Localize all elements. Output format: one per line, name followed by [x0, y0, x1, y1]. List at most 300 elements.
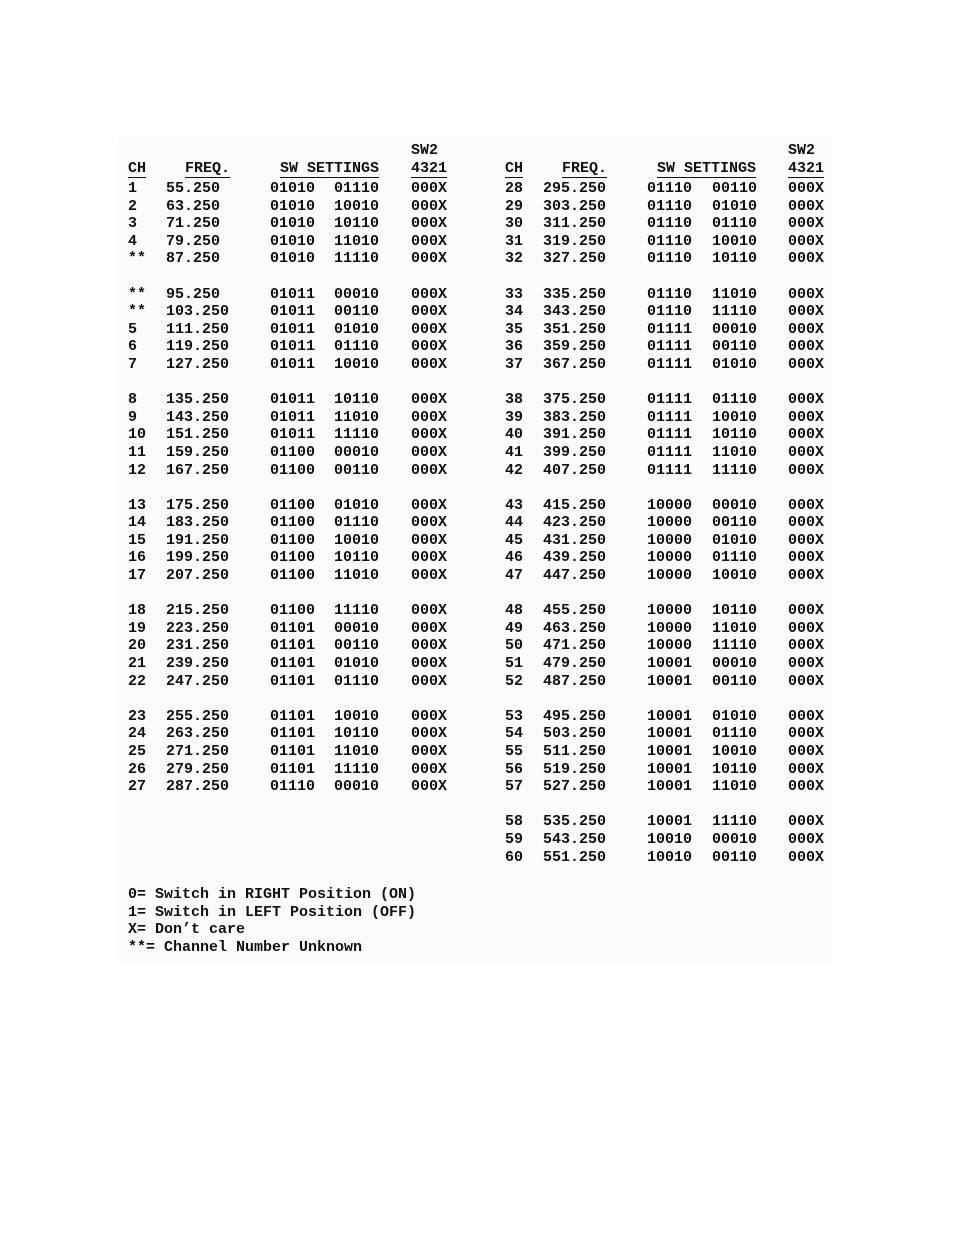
channel-number: 52 — [505, 672, 524, 690]
channel-number: 5 — [128, 320, 138, 338]
frequency: 319.250 — [543, 232, 607, 250]
sw-setting-b: 00010 — [712, 830, 758, 848]
channel-number: 53 — [505, 707, 524, 725]
sw-setting-b: 11010 — [334, 743, 380, 760]
frequency: 391.250 — [543, 426, 607, 444]
channel-number: 13 — [128, 496, 147, 514]
frequency: 207.250 — [166, 567, 230, 585]
channel-number: 37 — [505, 355, 524, 373]
sw-setting-a: 01011 — [270, 303, 316, 321]
frequency: 327.250 — [543, 250, 607, 268]
sw-setting-a: 10001 — [647, 672, 693, 690]
sw-settings-header: SW SETTINGS — [280, 160, 380, 177]
channel-number: 28 — [505, 180, 524, 197]
sw-setting-b: 00010 — [712, 496, 758, 514]
channel-number: 41 — [505, 443, 524, 461]
freq-header: FREQ. — [185, 160, 231, 177]
sw-setting-b: 01110 — [712, 725, 758, 743]
sw-setting-b: 01010 — [334, 496, 380, 514]
frequency: 295.250 — [543, 180, 607, 197]
sw2-setting: 000X — [411, 619, 448, 637]
sw2-setting: 000X — [411, 320, 448, 338]
channel-number: 45 — [505, 531, 524, 549]
channel-number: 1 — [128, 180, 138, 197]
sw-setting-b: 01110 — [712, 215, 758, 233]
sw-setting-a: 01010 — [270, 232, 316, 250]
channel-number: 34 — [505, 303, 524, 321]
sw-setting-b: 10010 — [712, 232, 758, 250]
sw2-setting: 000X — [411, 760, 448, 778]
sw-setting-b: 10110 — [712, 760, 758, 778]
sw-setting-b: 11110 — [712, 637, 758, 655]
frequency: 127.250 — [166, 355, 230, 373]
sw-setting-a: 10001 — [647, 760, 693, 778]
frequency: 375.250 — [543, 391, 607, 409]
channel-number: 10 — [128, 426, 147, 444]
sw-setting-b: 10110 — [712, 602, 758, 620]
sw-setting-b: 11010 — [712, 285, 758, 303]
sw-setting-b: 10010 — [334, 355, 380, 373]
sw-setting-b: 00010 — [334, 778, 380, 796]
channel-number: 49 — [505, 619, 524, 637]
frequency: 223.250 — [166, 619, 230, 637]
sw-setting-b: 00010 — [712, 320, 758, 338]
sw2-setting: 000X — [411, 232, 448, 250]
channel-number: 8 — [128, 391, 138, 409]
frequency: 159.250 — [166, 443, 230, 461]
sw2-setting: 000X — [411, 496, 448, 514]
sw2-setting: 000X — [411, 743, 448, 760]
frequency: 247.250 — [166, 672, 230, 690]
sw-setting-b: 10110 — [334, 549, 380, 567]
channel-number: 20 — [128, 637, 147, 655]
sw-setting-b: 00110 — [712, 848, 758, 866]
sw-setting-a: 01101 — [270, 672, 316, 690]
sw2-setting: 000X — [788, 655, 825, 673]
frequency: 479.250 — [543, 655, 607, 673]
channel-number: 27 — [128, 778, 147, 796]
channel-number: 33 — [505, 285, 524, 303]
sw-setting-b: 01010 — [334, 320, 380, 338]
sw-setting-a: 01011 — [270, 355, 316, 373]
sw-setting-b: 01110 — [712, 549, 758, 567]
sw-setting-b: 01110 — [712, 391, 758, 409]
sw-setting-b: 01010 — [712, 197, 758, 215]
frequency: 431.250 — [543, 531, 607, 549]
sw-setting-b: 11110 — [334, 250, 380, 268]
sw2-setting: 000X — [411, 531, 448, 549]
sw-setting-b: 10110 — [334, 215, 380, 233]
channel-number: 24 — [128, 725, 147, 743]
sw-setting-b: 10010 — [712, 408, 758, 426]
frequency: 199.250 — [166, 549, 230, 567]
sw-setting-b: 10010 — [334, 707, 380, 725]
frequency: 55.250 — [166, 180, 221, 197]
channel-number: 56 — [505, 760, 524, 778]
sw2-setting: 000X — [788, 602, 825, 620]
channel-number: 25 — [128, 743, 147, 760]
sw2-setting: 000X — [411, 514, 448, 532]
sw-setting-b: 01110 — [334, 514, 380, 532]
sw-setting-b: 10110 — [334, 725, 380, 743]
channel-number: 44 — [505, 514, 524, 532]
sw-setting-a: 01111 — [647, 338, 693, 356]
sw2-setting: 000X — [788, 285, 825, 303]
sw2-setting: 000X — [788, 637, 825, 655]
sw2-header: SW2 — [411, 142, 439, 159]
sw2-setting: 000X — [788, 250, 825, 268]
sw-setting-a: 10001 — [647, 813, 693, 831]
sw-setting-b: 01010 — [712, 531, 758, 549]
sw-setting-a: 10000 — [647, 619, 693, 637]
frequency: 135.250 — [166, 391, 230, 409]
sw-setting-a: 10001 — [647, 707, 693, 725]
channel-number: 40 — [505, 426, 524, 444]
sw2-setting: 000X — [411, 180, 448, 197]
channel-number: 47 — [505, 567, 524, 585]
sw2-setting: 000X — [411, 285, 448, 303]
sw2-setting: 000X — [788, 355, 825, 373]
sw2-setting: 000X — [788, 778, 825, 796]
ch-header: CH — [128, 160, 147, 177]
frequency: 71.250 — [166, 215, 221, 233]
sw2-setting: 000X — [788, 567, 825, 585]
sw-setting-b: 00110 — [712, 514, 758, 532]
frequency: 463.250 — [543, 619, 607, 637]
legend-line-1: 1= Switch in LEFT Position (OFF) — [128, 903, 417, 921]
channel-number: 12 — [128, 461, 147, 479]
sw-setting-a: 01011 — [270, 320, 316, 338]
sw2-setting: 000X — [788, 830, 825, 848]
sw-setting-b: 10110 — [712, 250, 758, 268]
frequency: 239.250 — [166, 655, 230, 673]
sw-setting-b: 10110 — [334, 391, 380, 409]
sw2-setting: 000X — [411, 461, 448, 479]
sw-setting-a: 01110 — [647, 180, 693, 197]
sw-setting-a: 10000 — [647, 514, 693, 532]
sw-setting-a: 01100 — [270, 496, 316, 514]
sw-setting-a: 01110 — [647, 232, 693, 250]
frequency: 79.250 — [166, 232, 221, 250]
frequency: 503.250 — [543, 725, 607, 743]
sw2-setting: 000X — [788, 496, 825, 514]
column-headers — [128, 160, 458, 178]
sw-setting-b: 00110 — [712, 672, 758, 690]
sw-setting-a: 01011 — [270, 426, 316, 444]
sw-setting-a: 01110 — [647, 303, 693, 321]
sw-setting-b: 11010 — [334, 408, 380, 426]
sw-setting-a: 10001 — [647, 778, 693, 796]
sw-setting-b: 00110 — [334, 303, 380, 321]
frequency: 183.250 — [166, 514, 230, 532]
sw2-setting: 000X — [411, 303, 448, 321]
sw2-setting: 000X — [788, 443, 825, 461]
sw-setting-a: 01101 — [270, 743, 316, 760]
sw-setting-b: 11110 — [712, 461, 758, 479]
sw-setting-a: 01111 — [647, 391, 693, 409]
frequency: 367.250 — [543, 355, 607, 373]
frequency: 119.250 — [166, 338, 230, 356]
sw-setting-a: 01111 — [647, 355, 693, 373]
frequency: 63.250 — [166, 197, 221, 215]
frequency: 471.250 — [543, 637, 607, 655]
sw2-setting: 000X — [788, 408, 825, 426]
sw-setting-a: 01011 — [270, 391, 316, 409]
channel-number: 35 — [505, 320, 524, 338]
sw-setting-b: 11010 — [712, 443, 758, 461]
sw2-setting: 000X — [411, 408, 448, 426]
channel-number: ** — [128, 285, 147, 303]
channel-number: 48 — [505, 602, 524, 620]
ch-header: CH — [505, 160, 524, 177]
frequency: 191.250 — [166, 531, 230, 549]
sw-setting-a: 01011 — [270, 338, 316, 356]
channel-number: 3 — [128, 215, 138, 233]
sw-setting-a: 10000 — [647, 496, 693, 514]
sw-setting-a: 01101 — [270, 637, 316, 655]
frequency: 407.250 — [543, 461, 607, 479]
frequency: 215.250 — [166, 602, 230, 620]
sw-setting-a: 01101 — [270, 619, 316, 637]
sw-setting-a: 10000 — [647, 637, 693, 655]
sw-setting-b: 11110 — [334, 426, 380, 444]
sw-setting-a: 01110 — [647, 215, 693, 233]
sw-setting-b: 10010 — [334, 531, 380, 549]
frequency: 343.250 — [543, 303, 607, 321]
sw2-setting: 000X — [411, 338, 448, 356]
frequency: 447.250 — [543, 567, 607, 585]
frequency: 263.250 — [166, 725, 230, 743]
sw-setting-a: 01100 — [270, 531, 316, 549]
frequency: 175.250 — [166, 496, 230, 514]
sw-setting-a: 01110 — [647, 250, 693, 268]
frequency: 103.250 — [166, 303, 230, 321]
sw-setting-a: 01010 — [270, 197, 316, 215]
sw2-setting: 000X — [788, 619, 825, 637]
frequency: 487.250 — [543, 672, 607, 690]
sw-setting-b: 11110 — [712, 303, 758, 321]
channel-number: 38 — [505, 391, 524, 409]
sw2-setting: 000X — [411, 426, 448, 444]
frequency: 543.250 — [543, 830, 607, 848]
sw-setting-a: 01100 — [270, 514, 316, 532]
sw-setting-a: 01111 — [647, 426, 693, 444]
sw2-setting: 000X — [788, 531, 825, 549]
channel-number: 58 — [505, 813, 524, 831]
sw2-setting: 000X — [411, 215, 448, 233]
column-headers — [505, 160, 835, 178]
sw-setting-a: 10000 — [647, 531, 693, 549]
legend-line-3: **= Channel Number Unknown — [128, 938, 363, 956]
sw-setting-b: 10010 — [334, 197, 380, 215]
sw2-setting: 000X — [788, 197, 825, 215]
channel-number: 18 — [128, 602, 147, 620]
sw-setting-b: 11110 — [712, 813, 758, 831]
sw-setting-b: 11010 — [712, 778, 758, 796]
sw2-setting: 000X — [411, 250, 448, 268]
sw-setting-b: 10010 — [712, 743, 758, 760]
sw-setting-b: 00110 — [334, 637, 380, 655]
sw-setting-a: 01010 — [270, 180, 316, 197]
sw2-setting: 000X — [788, 848, 825, 866]
sw-setting-a: 10001 — [647, 655, 693, 673]
sw2-setting: 000X — [788, 725, 825, 743]
sw-setting-b: 10110 — [712, 426, 758, 444]
sw2-setting: 000X — [788, 743, 825, 760]
sw-setting-b: 01010 — [712, 355, 758, 373]
frequency: 303.250 — [543, 197, 607, 215]
frequency: 279.250 — [166, 760, 230, 778]
channel-number: 57 — [505, 778, 524, 796]
channel-number: 29 — [505, 197, 524, 215]
channel-number: 19 — [128, 619, 147, 637]
frequency: 151.250 — [166, 426, 230, 444]
sw2-setting: 000X — [411, 672, 448, 690]
channel-number: ** — [128, 250, 147, 268]
frequency: 519.250 — [543, 760, 607, 778]
frequency: 111.250 — [166, 320, 230, 338]
channel-number: 46 — [505, 549, 524, 567]
channel-number: 54 — [505, 725, 524, 743]
channel-number: 39 — [505, 408, 524, 426]
channel-number: ** — [128, 303, 147, 321]
sw-setting-b: 00110 — [334, 461, 380, 479]
sw-setting-a: 01101 — [270, 707, 316, 725]
sw-setting-b: 11010 — [334, 232, 380, 250]
sw2-setting: 000X — [788, 461, 825, 479]
sw-setting-a: 01101 — [270, 725, 316, 743]
sw2-setting: 000X — [788, 180, 825, 197]
sw-setting-a: 01110 — [647, 197, 693, 215]
frequency: 167.250 — [166, 461, 230, 479]
sw-settings-header: SW SETTINGS — [657, 160, 757, 177]
sw-setting-a: 01111 — [647, 443, 693, 461]
frequency: 511.250 — [543, 743, 607, 760]
sw2-setting: 000X — [788, 303, 825, 321]
sw2-bits-header: 4321 — [411, 160, 448, 177]
sw-setting-b: 11110 — [334, 602, 380, 620]
channel-number: 55 — [505, 743, 524, 760]
sw-setting-b: 01110 — [334, 180, 380, 197]
sw-setting-a: 01100 — [270, 567, 316, 585]
channel-number: 60 — [505, 848, 524, 866]
sw2-setting: 000X — [411, 197, 448, 215]
sw-setting-a: 01100 — [270, 461, 316, 479]
frequency: 335.250 — [543, 285, 607, 303]
sw2-setting: 000X — [788, 672, 825, 690]
frequency: 271.250 — [166, 743, 230, 760]
channel-number: 14 — [128, 514, 147, 532]
sw2-setting: 000X — [788, 514, 825, 532]
channel-number: 26 — [128, 760, 147, 778]
sw-setting-b: 11010 — [712, 619, 758, 637]
frequency: 231.250 — [166, 637, 230, 655]
sw2-setting: 000X — [411, 637, 448, 655]
sw-setting-b: 10010 — [712, 567, 758, 585]
sw-setting-a: 10000 — [647, 549, 693, 567]
sw-setting-a: 01101 — [270, 760, 316, 778]
sw-setting-a: 01010 — [270, 250, 316, 268]
sw2-header: SW2 — [788, 142, 816, 159]
sw-setting-a: 01011 — [270, 408, 316, 426]
channel-number: 6 — [128, 338, 138, 356]
channel-number: 15 — [128, 531, 147, 549]
sw-setting-a: 10010 — [647, 830, 693, 848]
sw-setting-b: 00010 — [334, 443, 380, 461]
frequency: 311.250 — [543, 215, 607, 233]
sw2-setting: 000X — [788, 215, 825, 233]
sw-setting-a: 10000 — [647, 567, 693, 585]
frequency: 423.250 — [543, 514, 607, 532]
legend — [128, 886, 416, 956]
sw2-setting: 000X — [788, 232, 825, 250]
sw2-setting: 000X — [411, 443, 448, 461]
sw2-setting: 000X — [411, 655, 448, 673]
frequency: 383.250 — [543, 408, 607, 426]
frequency: 551.250 — [543, 848, 607, 866]
sw2-setting: 000X — [788, 813, 825, 831]
sw2-setting: 000X — [788, 707, 825, 725]
sw-setting-b: 11010 — [334, 567, 380, 585]
frequency: 415.250 — [543, 496, 607, 514]
channel-number: 4 — [128, 232, 138, 250]
sw2-setting: 000X — [788, 320, 825, 338]
channel-number: 2 — [128, 197, 138, 215]
sw-setting-b: 01010 — [712, 707, 758, 725]
sw-setting-a: 10001 — [647, 725, 693, 743]
channel-number: 22 — [128, 672, 147, 690]
channel-number: 16 — [128, 549, 147, 567]
sw-setting-a: 01111 — [647, 461, 693, 479]
frequency: 399.250 — [543, 443, 607, 461]
sw-setting-b: 00110 — [712, 338, 758, 356]
channel-number: 32 — [505, 250, 524, 268]
channel-number: 42 — [505, 461, 524, 479]
channel-number: 36 — [505, 338, 524, 356]
sw-setting-a: 10010 — [647, 848, 693, 866]
channel-number: 50 — [505, 637, 524, 655]
sw2-setting: 000X — [788, 549, 825, 567]
sw-setting-b: 01110 — [334, 338, 380, 356]
sw-setting-a: 10000 — [647, 602, 693, 620]
sw-setting-b: 01110 — [334, 672, 380, 690]
sw-setting-a: 01110 — [270, 778, 316, 796]
channel-number: 17 — [128, 567, 147, 585]
sw2-setting: 000X — [788, 338, 825, 356]
sw2-setting: 000X — [788, 426, 825, 444]
sw-setting-a: 01110 — [647, 285, 693, 303]
frequency: 143.250 — [166, 408, 230, 426]
channel-number: 7 — [128, 355, 138, 373]
sw-setting-a: 01100 — [270, 602, 316, 620]
sw-setting-a: 01101 — [270, 655, 316, 673]
sw2-setting: 000X — [411, 567, 448, 585]
frequency: 439.250 — [543, 549, 607, 567]
channel-number: 11 — [128, 443, 147, 461]
sw-setting-b: 11110 — [334, 760, 380, 778]
frequency: 351.250 — [543, 320, 607, 338]
sw-setting-a: 01111 — [647, 408, 693, 426]
frequency: 535.250 — [543, 813, 607, 831]
frequency: 527.250 — [543, 778, 607, 796]
sw-setting-a: 01111 — [647, 320, 693, 338]
sw-setting-b: 00010 — [334, 619, 380, 637]
sw2-setting: 000X — [411, 355, 448, 373]
sw2-setting: 000X — [411, 549, 448, 567]
sw-setting-b: 01010 — [334, 655, 380, 673]
sw2-setting: 000X — [788, 391, 825, 409]
sw-setting-b: 00010 — [334, 285, 380, 303]
